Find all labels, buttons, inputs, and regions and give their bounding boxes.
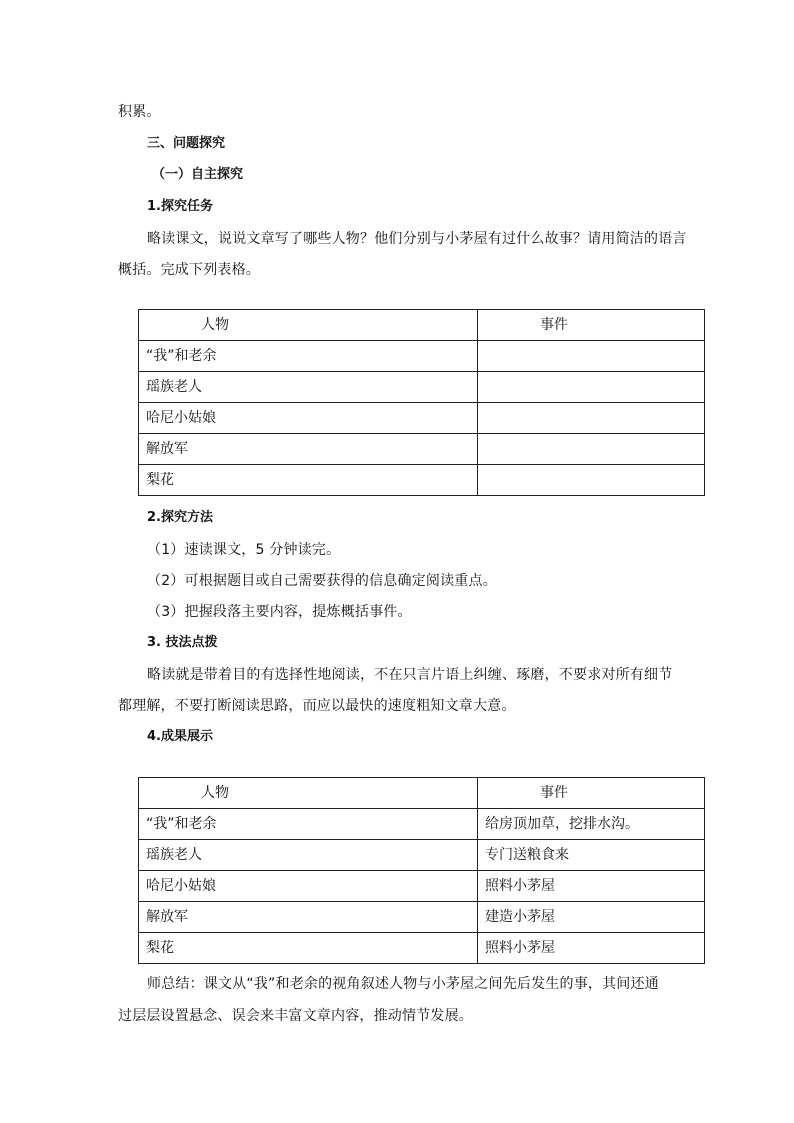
paragraph-task-line1: 略读课文，说说文章写了哪些人物？他们分别与小茅屋有过什么故事？请用简洁的语言 (147, 231, 687, 247)
table-cell-person: 解放军 (139, 434, 478, 465)
table-cell-person: “我”和老余 (139, 341, 478, 372)
method-step-2: （2）可根据题目或自己需要获得的信息确定阅读重点。 (147, 573, 497, 589)
table-cell-event (478, 434, 705, 465)
table-header-row (139, 310, 705, 341)
table-cell-event (478, 465, 705, 496)
table-row (139, 341, 705, 372)
paragraph-task-line2: 概括。完成下列表格。 (118, 262, 260, 278)
table-empty-characters-events (138, 309, 705, 496)
table-cell-event (478, 341, 705, 372)
table-cell-person: 梨花 (139, 933, 478, 964)
item-heading-results: 4.成果展示 (147, 729, 213, 744)
table-cell-person: 哈尼小姑娘 (139, 871, 478, 902)
item-heading-technique: 3. 技法点拨 (147, 635, 218, 650)
table-row (139, 933, 705, 964)
table-cell-person: 瑶族老人 (139, 372, 478, 403)
table-row (139, 840, 705, 871)
paragraph-technique-line2: 都理解，不要打断阅读思路，而应以最快的速度粗知文章大意。 (118, 698, 516, 714)
table-header-event: 事件 (478, 310, 705, 341)
item-heading-task: 1.探究任务 (147, 199, 213, 214)
table-row (139, 871, 705, 902)
table-header-person: 人物 (139, 778, 478, 809)
subsection-heading-self-inquiry: （一）自主探究 (152, 167, 244, 182)
table-cell-event: 给房顶加草，挖排水沟。 (478, 809, 705, 840)
section-heading-inquiry: 三、问题探究 (147, 136, 226, 151)
table-row (139, 372, 705, 403)
item-heading-method: 2.探究方法 (147, 510, 213, 525)
paragraph-summary-line2: 过层层设置悬念、误会来丰富文章内容，推动情节发展。 (118, 1008, 473, 1024)
table-cell-person: 梨花 (139, 465, 478, 496)
table-row (139, 403, 705, 434)
text-line-continuation: 积累。 (118, 104, 161, 120)
table-cell-person: 解放军 (139, 902, 478, 933)
table-cell-person: 瑶族老人 (139, 840, 478, 871)
table-filled-characters-events (138, 777, 705, 964)
method-step-1: （1）速读课文，5 分钟读完。 (147, 542, 341, 558)
table-cell-event: 建造小茅屋 (478, 902, 705, 933)
table-header-row (139, 778, 705, 809)
table-cell-event: 专门送粮食来 (478, 840, 705, 871)
table-cell-event (478, 403, 705, 434)
table-row (139, 434, 705, 465)
table-cell-event: 照料小茅屋 (478, 933, 705, 964)
table-row (139, 465, 705, 496)
table-cell-event (478, 372, 705, 403)
method-step-3: （3）把握段落主要内容，提炼概括事件。 (147, 604, 412, 620)
table-header-event: 事件 (478, 778, 705, 809)
paragraph-summary-line1: 师总结：课文从“我”和老余的视角叙述人物与小茅屋之间先后发生的事，其间还通 (147, 976, 659, 992)
table-cell-person: “我”和老余 (139, 809, 478, 840)
table-row (139, 809, 705, 840)
table-cell-person: 哈尼小姑娘 (139, 403, 478, 434)
paragraph-technique-line1: 略读就是带着目的有选择性地阅读，不在只言片语上纠缠、琢磨，不要求对所有细节 (147, 667, 673, 683)
table-header-person: 人物 (139, 310, 478, 341)
table-cell-event: 照料小茅屋 (478, 871, 705, 902)
table-row (139, 902, 705, 933)
